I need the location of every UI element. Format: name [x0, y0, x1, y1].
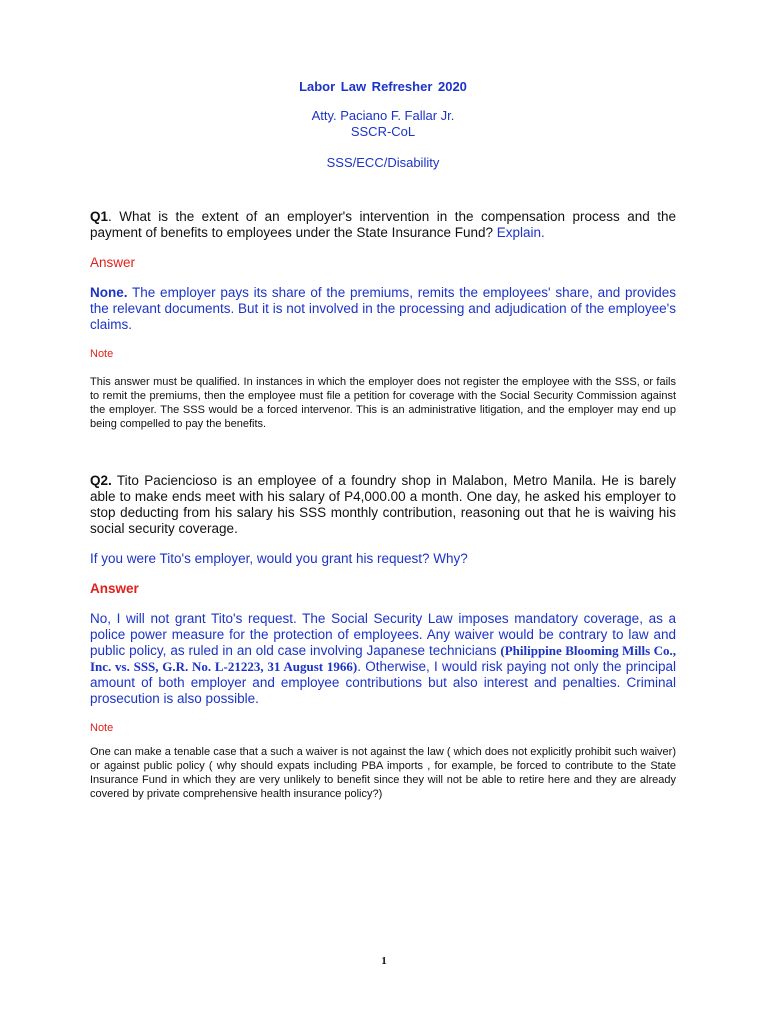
institution: SSCR-CoL	[350, 124, 416, 139]
question-2-prompt: If you were Tito's employer, would you grant his request? Why?	[90, 551, 468, 566]
note-1-label: Note	[90, 348, 114, 360]
answer-2	[90, 611, 676, 707]
note-2-text: One can make a tenable case that a such a waiver is not against the law ( which does not explicitly prohibit such waiver) or against public policy ( why should expats including PBA imports , for example, be forced to contribute to the State Insurance Fund in which they are very unlikely to benefit since they will not be able to retire here and they are already covered by private comprehensive health insurance policy?)	[90, 746, 676, 800]
answer-2-text-part1: No, I will not grant Tito's request. The Social Security Law imposes mandatory coverage, as a police power measure for the protection of employees. Any waiver would be contrary to law and public policy, as ruled in an old case involving Japanese technicians	[90, 611, 676, 658]
document-header	[90, 78, 676, 171]
author-name: Atty. Paciano F. Fallar Jr.	[311, 108, 455, 123]
case-citation: (Philippine Blooming Mills Co., Inc. vs. SSS, G.R. No. L-21223, 31 August 1966)	[90, 643, 676, 674]
question-2-text: Tito Paciencioso is an employee of a foundry shop in Malabon, Metro Manila. He is barely able to make ends meet with his salary of P4,000.00 a month. One day, he asked his employer to stop deducting from his salary his SSS monthly contribution, reasoning out that he is waiving his social security coverage.	[90, 473, 676, 536]
question-2-label: Q2.	[90, 473, 112, 488]
answer-1-label: Answer	[90, 255, 136, 270]
question-1-text: . What is the extent of an employer's intervention in the compensation process and the payment of benefits to employees under the State Insurance Fund?	[90, 209, 676, 240]
question-1	[90, 209, 676, 241]
question-2	[90, 473, 676, 537]
question-1-label: Q1	[90, 209, 109, 224]
question-1-explain: Explain.	[496, 225, 545, 240]
author-block	[90, 108, 676, 140]
document-title: Labor Law Refresher 2020	[299, 79, 467, 94]
note-2-label: Note	[90, 722, 114, 734]
answer-1-lead: None.	[90, 285, 128, 300]
document-page	[90, 78, 676, 801]
answer-1-text: The employer pays its share of the premiums, remits the employees' share, and provides the relevant documents. But it is not involved in the processing and adjudication of the employee's claims.	[90, 285, 676, 332]
note-1-text: This answer must be qualified. In instances in which the employer does not register the employee with the SSS, or fails to remit the premiums, then the employee must file a petition for coverage with the Social Security Commission against the employer. The SSS would be a forced intervenor. This is an administrative litigation, and the employer may end up being compelled to pay the benefits.	[90, 376, 676, 430]
answer-2-label: Answer	[90, 581, 139, 596]
answer-2-text-part2: . Otherwise, I would risk paying not only the principal amount of both employer and employee contributions but also interest and penalties. Criminal prosecution is also possible.	[90, 659, 676, 706]
page-number: 1	[381, 955, 387, 967]
answer-1	[90, 285, 676, 333]
topic-heading: SSS/ECC/Disability	[326, 155, 440, 170]
